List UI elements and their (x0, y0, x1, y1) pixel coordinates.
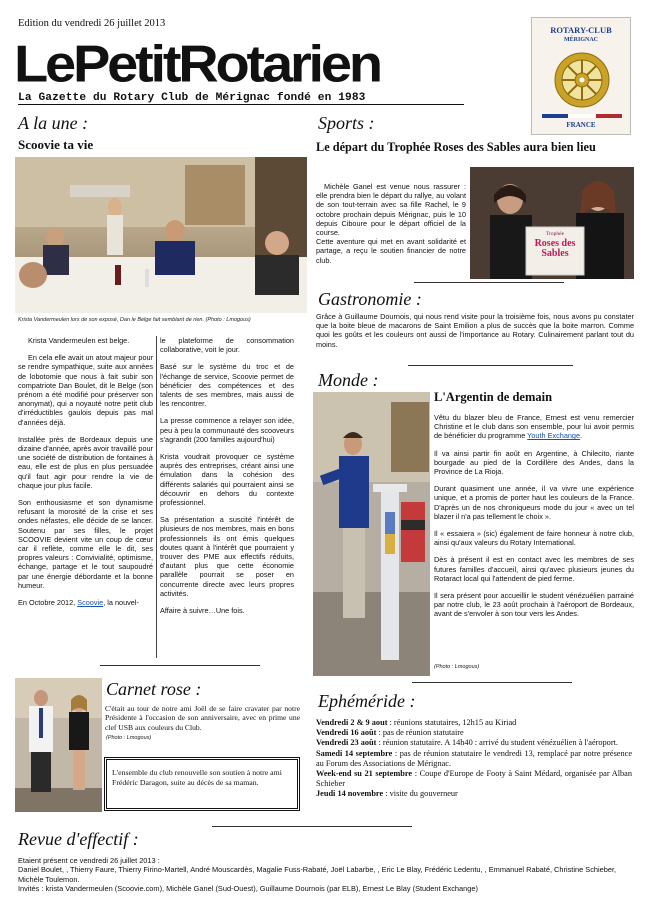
section-heading-revue: Revue d'effectif : (18, 829, 139, 849)
revue-intro: Etaient présent ce vendredi 26 juillet 2013 : (18, 856, 160, 865)
paragraph: Dès à présent il est en contact avec les membres de ses futures familles d'accueil, ainsi qu'avec plusieurs jeunes du Rotaract local qui l'attendent de pied ferme. (434, 555, 634, 583)
revue-text (18, 856, 634, 894)
ephemeride-date: Vendredi 23 août (316, 738, 377, 748)
divider-line (100, 665, 260, 666)
section-heading-a-la-une: A la une : (18, 113, 89, 133)
ephemeride-date: Samedi 14 septembre (316, 748, 393, 758)
condolence-box (106, 759, 298, 809)
article-column-2 (160, 336, 294, 623)
carnet-text: C'était au tour de notre ami Joël de se faire cravater par notre Présidente à l'occasion de son anniversaire, avec en prime une clef USB aux couleurs du Club. (105, 704, 300, 732)
ephemeride-date: Vendredi 16 août (316, 728, 377, 738)
ephemeride-item (316, 738, 632, 748)
paragraph: En cela elle avait un atout majeur pour se rendre sympathique, suite aux années de lobotomie que nous à fait subir son compatriote Dan Boulet, dit le Belge (son prénom a été modifié pour préserver son anonymat), qui a noyauté notre petit club d'irréductibles gaulois depuis pas mal d'années déjà. (18, 353, 153, 427)
paragraph: Sa présentation a suscité l'intérêt de plusieurs de nos membres, mais en bons professionnels ils ont émis quelques doutes quant à l'intérêt que pourraient y trouver des PME aux effectifs réduits, d'autant plus que cette économie parallèle pourrait se poser en concurrente directe avec leurs propres activités. (160, 515, 294, 598)
gastronomie-text: Grâce à Guillaume Dournois, qui nous rend visite pour la troisième fois, nous avons pu constater que la boite bleue de macarons de Saint Emilion a plus de succès que la boite marron. Comme quoi les goûts et les couleurs ont aussi de l'importance au Rotary. Culinairement parlant tout du moins. (316, 312, 634, 349)
photo-scoovie-presentation (15, 157, 307, 313)
section-heading-monde: Monde : (318, 370, 379, 390)
article-title-scoovie: Scoovie ta vie (18, 137, 94, 152)
paragraph: La presse commence a relayer son idée, peu à peu la communauté des scooveurs s'agrandit (200 familles aujourd'hui) (160, 416, 294, 444)
paragraph: Krista Vandermeulen est belge. (28, 336, 130, 345)
paragraph: Cette aventure qui met en avant solidarité et partage, a reçu le soutien financier de notre club. (316, 237, 466, 265)
sign-roses-des-sables: Roses des Sables (534, 238, 576, 259)
text-span: En Octobre 2012, (18, 598, 78, 608)
photo-caption-carnet: (Photo : Lmogous) (106, 735, 152, 741)
text-span: Vêtu du blazer bleu de France, Ernest est venu remercier Christine et le club dans son ensemble, pour lui avoir permis de bénéficier du programme (434, 413, 634, 441)
paragraph: Il sera présent pour accueillir le student vénézuélien parrainé par notre club, le 23 août prochain à l'aéroport de Bordeaux, avant de s'envoler à son tour vers les Andes. (434, 591, 634, 619)
logo-city-text: MÉRIGNAC (564, 37, 598, 43)
ephemeride-desc: : pas de réunion statutaire le vendredi 13, remplacé par notre présence au Forum des Associations de Mérignac. (316, 748, 632, 768)
ephemeride-desc: : pas de réunion statutaire (376, 728, 464, 738)
paragraph: Durant quasiment une année, il va vivre une expérience unique, et a promis de porter haut les couleurs de la France. D'après un de nos chroniqueurs mode du jour « avec un tel blazer il n'a pas tellement le choix ». (434, 484, 634, 521)
text-span: . (580, 431, 583, 441)
article-title-monde: L'Argentin de demain (434, 390, 553, 404)
paragraph-with-link (434, 413, 634, 441)
paragraph: le plateforme de consommation collaborative, voit le jour. (160, 336, 294, 355)
ephemeride-item (316, 789, 632, 799)
paragraph: Son enthousiasme et son dynamisme refusant la morosité de la crise et ses ondes néfastes, elle décide de se lancer. Soutenu par ses filles, le projet SCOOVIE devient vite un coup de cœur car il reflète, comme elle le dit, ses propres valeurs : Convivialité, optimisme, échange, partage et le tout saupoudré par une énergie débordante et la bonne humeur. (18, 498, 153, 590)
logo-flag-band (542, 114, 622, 118)
photo-ernest-lectern (313, 392, 430, 676)
text-span: , la nouvel- (103, 598, 139, 608)
ephemeride-desc: : réunions statutaires, 12h15 au Kiriad (387, 718, 517, 727)
photo-caption-monde: (Photo : Lmogous) (434, 664, 480, 670)
article-title-sports: Le départ du Trophée Roses des Sables aura bien lieu (316, 140, 596, 154)
section-heading-carnet-rose: Carnet rose : (106, 679, 202, 699)
ephemeride-item (316, 769, 632, 789)
section-heading-sports: Sports : (318, 113, 375, 133)
sports-text (316, 182, 466, 273)
paragraph: Il va ainsi partir fin août en Argentine, à Chilecito, riante bourgade au pied de la Cordillère des Andes, dans la Province de La Rioja. (434, 448, 634, 477)
photo-roses-des-sables (470, 167, 634, 279)
condolence-text: L'ensemble du club renouvelle son soutien à notre ami Frédéric Daragon, suite au décès de sa maman. (112, 768, 282, 787)
paragraph: Affaire à suivre…Une fois. (160, 606, 245, 616)
revue-guests: Invités : krista Vandermeulen (Scoovie.com), Michèle Ganel (Sud-Ouest), Guillaume Dournois (par ELB), Ernest Le Blay (Student Exchange) (18, 884, 478, 894)
paragraph-with-link (18, 598, 153, 607)
ephemeride-item (316, 728, 632, 738)
ephemeride-desc: : visite du gouverneur (383, 789, 458, 799)
revue-members: Daniel Boulet, , Thierry Faure, Thierry Firino-Martell, André Mouscardès, Magalie Fuss-Rabaté, Joël Labarbe, , Eric Le Blay, Frédéric Ledentu, , Emmanuel Rabaté, Christine Schieber, Michèle Toulemon. (18, 865, 617, 884)
paragraph: Basé sur le système du troc et de l'échange de service, Scoovie permet de bénéficier des compétences et des talents de ses membres, mais aussi de les rencontrer. (160, 362, 294, 409)
paragraph: Il « essaiera » (sic) également de faire honneur à notre club, ainsi qu'aux valeurs du Rotary International. (434, 529, 634, 548)
divider-line (412, 682, 572, 683)
scoovie-link[interactable]: Scoovie (77, 598, 104, 608)
logo-country-text: FRANCE (566, 121, 596, 129)
section-heading-ephemeride: Ephéméride : (318, 691, 416, 711)
ephemeride-desc: : réunion statutaire. A 14h40 : arrivé du student vénézuélien à l'aéroport. (376, 738, 618, 748)
masthead-tagline: La Gazette du Rotary Club de Mérignac fondé en 1983 (18, 92, 464, 105)
divider-line (414, 282, 564, 283)
photo-caption-scoovie: Krista Vandermeulen lors de son exposé, Dan le Belge fait semblant de rien. (Photo : Lmogous) (18, 317, 251, 323)
photo-carnet-rose (15, 678, 102, 812)
divider-line (212, 826, 412, 827)
divider-line (408, 365, 573, 366)
article-column-1 (18, 336, 153, 615)
ephemeride-date: Jeudi 14 novembre (316, 789, 384, 799)
paragraph: Michèle Ganel est venue nous rassurer : elle prendra bien le départ du rallye, au volant de son tout-terrain avec sa fille Rachel, le 9 octobre prochain depuis Mérignac, puis le 10 depuis Ciboure pour le départ officiel de la course. (316, 182, 466, 238)
section-heading-gastronomie: Gastronomie : (318, 289, 422, 309)
masthead-title: LePetitRotarien (14, 34, 380, 93)
monde-text (434, 413, 634, 627)
ephemeride-date: Vendredi 2 & 9 aout (316, 718, 388, 727)
ephemeride-list (316, 718, 632, 800)
rotary-wheel-icon (552, 50, 612, 110)
paragraph: Krista voudrait provoquer ce système auprès des entreprises, créant ainsi une émulation dans la cohésion des différents salariés qui pourraient ainsi se découvrir en dehors du contexte professionnel. (160, 452, 294, 508)
youth-exchange-link[interactable]: Youth Exchange (527, 431, 581, 441)
ephemeride-desc: : Coupe d'Europe de Footy à Saint Médard, organisée par Alban Schieber (316, 769, 632, 789)
rotary-club-logo (531, 17, 631, 135)
ephemeride-item (316, 749, 632, 769)
ephemeride-date: Week-end su 21 septembre (316, 769, 413, 779)
logo-top-text: ROTARY-CLUB (550, 25, 612, 35)
ephemeride-item (316, 718, 632, 728)
paragraph: Installée près de Bordeaux depuis une dizaine d'année, après avoir travaillé pour une société de distribution de fontaines à eau, elle est de plus en plus persuadée qu'il faut agir pour rendre la vie de chaque jour plus facile. (18, 434, 153, 490)
column-divider (156, 336, 157, 658)
sign-trophee: Trophée (545, 231, 565, 237)
edition-date: Edition du vendredi 26 juillet 2013 (18, 18, 166, 29)
